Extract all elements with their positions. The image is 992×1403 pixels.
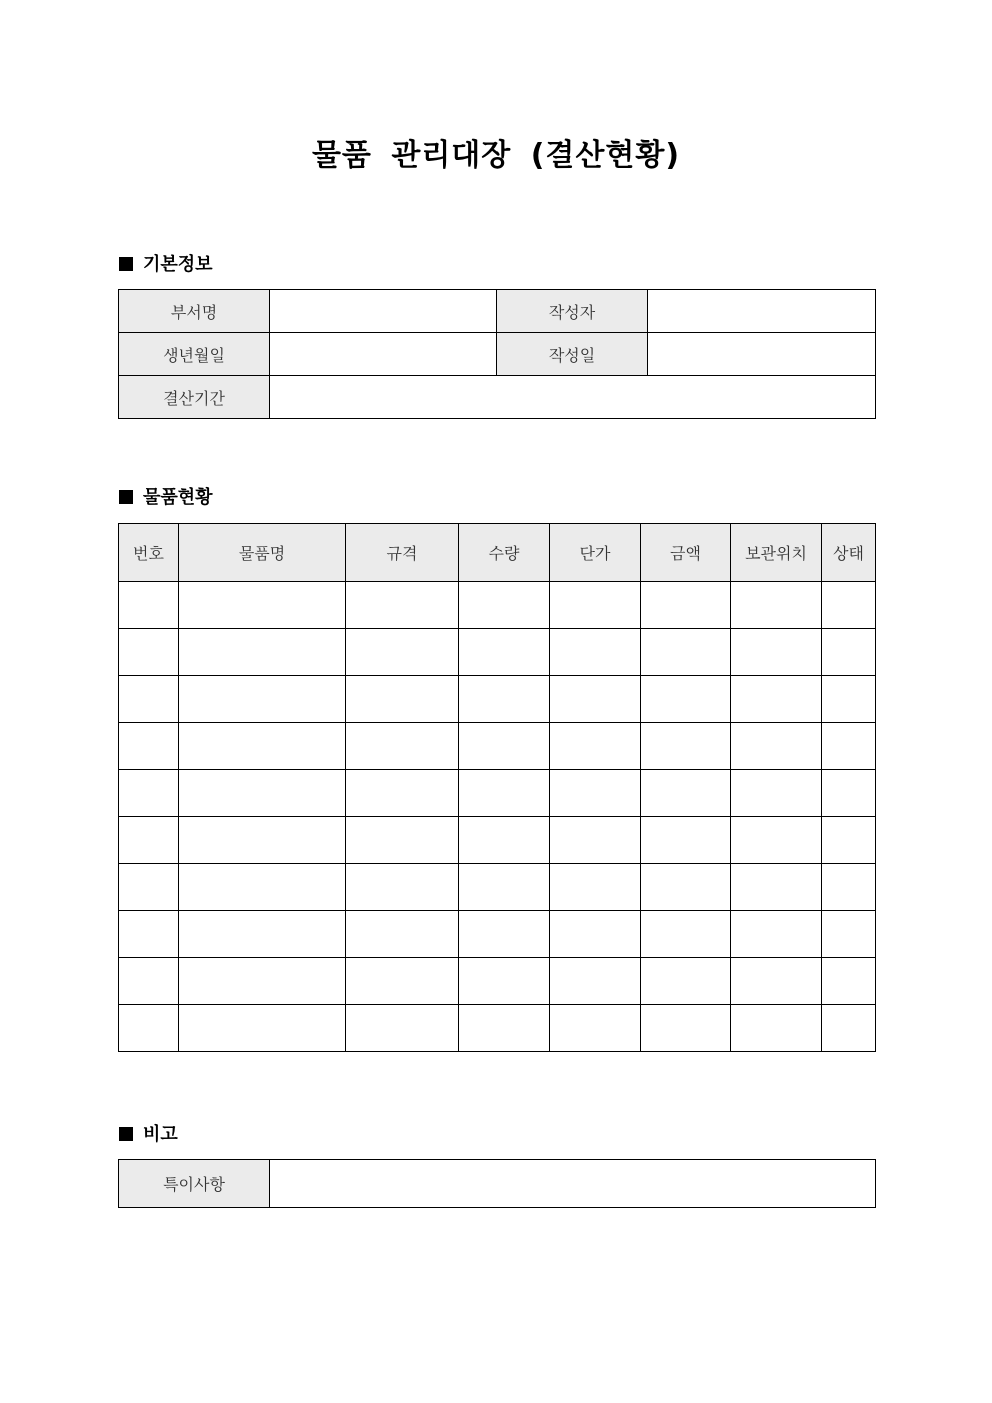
page-title: 물품 관리대장 (결산현황) <box>311 138 681 173</box>
unit-price-cell[interactable] <box>550 864 641 911</box>
item-name-cell[interactable] <box>179 770 346 817</box>
storage-location-cell[interactable] <box>731 817 822 864</box>
item-name-cell[interactable] <box>179 958 346 1005</box>
item-name-cell[interactable] <box>179 1005 346 1052</box>
amount-cell[interactable] <box>641 582 731 629</box>
storage-location-cell[interactable] <box>731 582 822 629</box>
remarks-field[interactable] <box>270 1160 876 1208</box>
column-header-item-name: 물품명 <box>179 524 346 582</box>
status-cell[interactable] <box>822 770 876 817</box>
quantity-cell[interactable] <box>459 958 550 1005</box>
section-heading-label: 기본정보 <box>143 254 213 275</box>
remarks-label: 특이사항 <box>119 1160 270 1208</box>
quantity-cell[interactable] <box>459 676 550 723</box>
status-cell[interactable] <box>822 911 876 958</box>
table-row <box>119 817 876 864</box>
square-bullet-icon <box>119 490 133 504</box>
remarks-table <box>118 1159 876 1208</box>
unit-price-cell[interactable] <box>550 911 641 958</box>
spec-cell[interactable] <box>346 723 459 770</box>
column-header-amount: 금액 <box>641 524 731 582</box>
table-row <box>119 723 876 770</box>
table-row <box>119 958 876 1005</box>
amount-cell[interactable] <box>641 958 731 1005</box>
amount-cell[interactable] <box>641 629 731 676</box>
spec-cell[interactable] <box>346 911 459 958</box>
section-heading-label: 물품현황 <box>143 487 213 508</box>
author-field[interactable] <box>648 290 876 333</box>
department-label: 부서명 <box>119 290 270 333</box>
square-bullet-icon <box>119 257 133 271</box>
status-cell[interactable] <box>822 1005 876 1052</box>
number-cell[interactable] <box>119 582 179 629</box>
number-cell[interactable] <box>119 958 179 1005</box>
birth-date-label: 생년월일 <box>119 333 270 376</box>
section-heading-label: 비고 <box>143 1124 178 1145</box>
amount-cell[interactable] <box>641 770 731 817</box>
amount-cell[interactable] <box>641 1005 731 1052</box>
storage-location-cell[interactable] <box>731 864 822 911</box>
status-cell[interactable] <box>822 817 876 864</box>
table-row <box>119 770 876 817</box>
storage-location-cell[interactable] <box>731 629 822 676</box>
storage-location-cell[interactable] <box>731 1005 822 1052</box>
column-header-storage-location: 보관위치 <box>731 524 822 582</box>
table-row <box>119 582 876 629</box>
items-header-row <box>119 524 876 582</box>
department-field[interactable] <box>270 290 497 333</box>
number-cell[interactable] <box>119 723 179 770</box>
spec-cell[interactable] <box>346 770 459 817</box>
unit-price-cell[interactable] <box>550 629 641 676</box>
quantity-cell[interactable] <box>459 582 550 629</box>
storage-location-cell[interactable] <box>731 723 822 770</box>
column-header-status: 상태 <box>822 524 876 582</box>
table-row <box>119 676 876 723</box>
basic-info-table <box>118 289 876 419</box>
amount-cell[interactable] <box>641 911 731 958</box>
status-cell[interactable] <box>822 864 876 911</box>
quantity-cell[interactable] <box>459 817 550 864</box>
info-row <box>119 290 876 333</box>
item-name-cell[interactable] <box>179 723 346 770</box>
number-cell[interactable] <box>119 629 179 676</box>
spec-cell[interactable] <box>346 864 459 911</box>
status-cell[interactable] <box>822 676 876 723</box>
column-header-spec: 규격 <box>346 524 459 582</box>
storage-location-cell[interactable] <box>731 770 822 817</box>
spec-cell[interactable] <box>346 676 459 723</box>
amount-cell[interactable] <box>641 864 731 911</box>
item-name-cell[interactable] <box>179 817 346 864</box>
number-cell[interactable] <box>119 817 179 864</box>
quantity-cell[interactable] <box>459 1005 550 1052</box>
table-row <box>119 911 876 958</box>
items-table-body <box>119 582 876 1052</box>
status-cell[interactable] <box>822 629 876 676</box>
unit-price-cell[interactable] <box>550 723 641 770</box>
item-name-cell[interactable] <box>179 676 346 723</box>
number-cell[interactable] <box>119 676 179 723</box>
square-bullet-icon <box>119 1127 133 1141</box>
quantity-cell[interactable] <box>459 723 550 770</box>
remarks-row <box>119 1160 876 1208</box>
unit-price-cell[interactable] <box>550 676 641 723</box>
written-date-label: 작성일 <box>497 333 648 376</box>
author-label: 작성자 <box>497 290 648 333</box>
status-cell[interactable] <box>822 582 876 629</box>
column-header-unit-price: 단가 <box>550 524 641 582</box>
section-heading-basic-info <box>119 253 213 277</box>
quantity-cell[interactable] <box>459 911 550 958</box>
item-name-cell[interactable] <box>179 582 346 629</box>
amount-cell[interactable] <box>641 676 731 723</box>
quantity-cell[interactable] <box>459 864 550 911</box>
spec-cell[interactable] <box>346 582 459 629</box>
number-cell[interactable] <box>119 911 179 958</box>
birth-date-field[interactable] <box>270 333 497 376</box>
storage-location-cell[interactable] <box>731 958 822 1005</box>
storage-location-cell[interactable] <box>731 676 822 723</box>
item-name-cell[interactable] <box>179 911 346 958</box>
quantity-cell[interactable] <box>459 629 550 676</box>
number-cell[interactable] <box>119 1005 179 1052</box>
table-row <box>119 1005 876 1052</box>
settlement-period-label: 결산기간 <box>119 376 270 419</box>
section-heading-items <box>119 486 213 510</box>
info-row <box>119 333 876 376</box>
item-name-cell[interactable] <box>179 864 346 911</box>
items-table <box>118 523 876 1052</box>
item-name-cell[interactable] <box>179 629 346 676</box>
storage-location-cell[interactable] <box>731 911 822 958</box>
number-cell[interactable] <box>119 770 179 817</box>
spec-cell[interactable] <box>346 1005 459 1052</box>
settlement-period-field[interactable] <box>270 376 876 419</box>
amount-cell[interactable] <box>641 723 731 770</box>
number-cell[interactable] <box>119 864 179 911</box>
unit-price-cell[interactable] <box>550 817 641 864</box>
table-row <box>119 864 876 911</box>
spec-cell[interactable] <box>346 958 459 1005</box>
written-date-field[interactable] <box>648 333 876 376</box>
unit-price-cell[interactable] <box>550 958 641 1005</box>
column-header-number: 번호 <box>119 524 179 582</box>
info-row <box>119 376 876 419</box>
spec-cell[interactable] <box>346 629 459 676</box>
status-cell[interactable] <box>822 723 876 770</box>
status-cell[interactable] <box>822 958 876 1005</box>
spec-cell[interactable] <box>346 817 459 864</box>
table-row <box>119 629 876 676</box>
section-heading-remarks <box>119 1123 178 1147</box>
unit-price-cell[interactable] <box>550 770 641 817</box>
unit-price-cell[interactable] <box>550 1005 641 1052</box>
column-header-quantity: 수량 <box>459 524 550 582</box>
quantity-cell[interactable] <box>459 770 550 817</box>
amount-cell[interactable] <box>641 817 731 864</box>
unit-price-cell[interactable] <box>550 582 641 629</box>
